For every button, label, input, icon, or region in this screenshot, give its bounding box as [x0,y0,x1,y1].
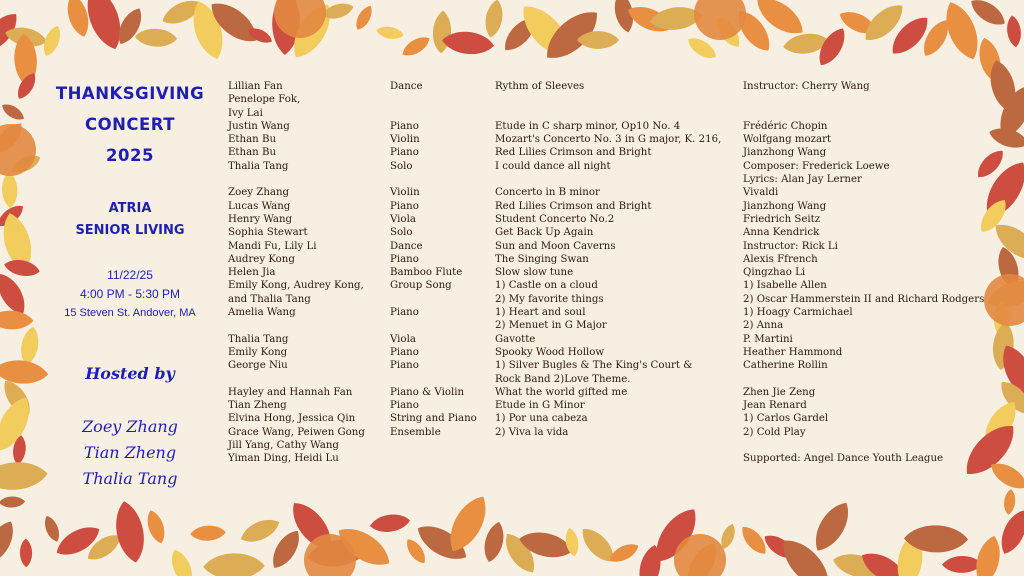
instrument-line: Violin [390,134,420,146]
credit-line: Jianzhong Wang [743,147,827,159]
piece-line: Student Concerto No.2 [495,213,615,225]
instrument-line [390,373,477,386]
credit-line: Jianzhong Wang [743,200,827,212]
piece-line: I could dance all night [495,160,611,172]
piece-line: Concerto in B minor [495,187,600,199]
instrument-line: Piano [390,253,419,265]
instrument-line: Piano [390,400,419,412]
credit-line: Jean Renard [743,400,807,412]
instrument-line [390,319,477,332]
piece-line: 1) Por una cabeza [495,413,588,425]
piece-line: Get Back Up Again [495,227,594,239]
performer-line: Elvina Hong, Jessica Qin [228,413,356,425]
piece-line: What the world gifted me [495,386,628,398]
instrument-line: Violin [390,187,420,199]
leaf-shape [111,499,149,565]
credit-line: 1) Carlos Gardel [743,413,829,425]
performer-line: Ivy Lai [228,107,263,119]
leaf-shape [0,310,34,330]
performer-line: Tian Zheng [228,400,287,412]
venue: ATRIA SENIOR LIVING [75,201,185,238]
piece-line: Mozart's Concerto No. 3 in G major, K. 216, [495,134,722,146]
instrument-line: String and Piano [390,413,477,425]
performer-line: Justin Wang [228,120,290,132]
credit-line: Anna Kendrick [743,227,820,239]
performer-line: Amelia Wang [228,307,296,319]
credit-line: 2) Anna [743,320,784,332]
instrument-line [390,439,477,452]
credit-line: Lyrics: Alan Jay Lerner [743,174,862,186]
instrument-line: Piano [390,346,419,358]
instrument-line: Bamboo Flute [390,267,463,279]
performer-line: Sophia Stewart [228,227,308,239]
performer-line [228,373,365,386]
credit-line: Alexis Ffrench [743,253,818,265]
pumpkin-shape [694,0,746,40]
instrument-line: Group Song [390,280,452,292]
performer-line: Henry Wang [228,213,293,225]
leaf-shape [971,533,1004,576]
leaf-shape [1003,489,1017,516]
piece-line: Rythm of Sleeves [495,81,585,92]
host-name: Thalia Tang [82,469,178,488]
instrument-line [390,173,477,186]
instrument-line: Piano [390,360,419,372]
credit-line: 1) Hoagy Carmichael [743,307,853,319]
performer-line: Emily Kong, Audrey Kong, [228,280,364,292]
instrument-line [390,93,477,106]
piece-line: Etude in G Minor [495,400,585,412]
leaf-shape [203,553,265,576]
piece-line [495,439,721,452]
performer-line: Hayley and Hannah Fan [228,386,353,398]
performer-line: Thalia Tang [228,333,289,345]
performer-line: Yiman Ding, Heidi Lu [228,453,339,465]
instrument-line: Dance [390,81,423,92]
credit-line [743,373,984,386]
credit-line: Supported: Angel Dance Youth League [743,453,944,465]
performer-line: Audrey Kong [228,253,295,265]
leaf-shape [237,514,282,547]
instruments-column [390,80,477,466]
leaf-shape [167,547,197,576]
instrument-line: Piano [390,120,419,132]
leaf-shape [1,172,18,209]
host-name: Zoey Zhang [82,417,178,436]
performer-line: Lucas Wang [228,200,291,212]
host-names [30,414,230,492]
instrument-line: Solo [390,160,413,172]
piece-line [495,107,721,120]
credit-line: Instructor: Rick Li [743,240,838,252]
credit-line: 2) Cold Play [743,426,806,438]
credit-line: Vivaldi [743,187,779,199]
piece-line: The Singing Swan [495,253,589,265]
piece-line: 2) My favorite things [495,293,604,305]
concert-date: 11/22/25 [107,268,153,282]
performer-line: Helen Jia [228,267,276,279]
performer-line: Jill Yang, Cathy Wang [228,440,339,452]
instrument-line: Piano [390,307,419,319]
leaf-shape [399,33,433,60]
leaf-shape [808,497,857,557]
piece-line: Slow slow tune [495,267,574,279]
instrument-line: Viola [390,213,416,225]
performer-line: George Niu [228,360,288,372]
instrument-line [390,452,477,465]
credit-line: Instructor: Cherry Wang [743,81,870,92]
performers-column [228,80,365,466]
concert-title: THANKSGIVING CONCERT 2025 [55,84,205,165]
credit-line: Composer: Frederick Loewe [743,160,890,172]
leaf-shape [369,512,411,534]
leaf-shape [41,514,62,544]
leaf-shape [20,538,33,567]
credit-line: Friedrich Seitz [743,213,821,225]
leaf-shape [1005,15,1022,48]
leaf-shape [995,506,1024,557]
date-time-address [30,266,230,323]
instrument-line [390,107,477,120]
performer-line: Mandi Fu, Lily Li [228,240,317,252]
leaf-shape [0,517,20,568]
leaf-shape [481,520,508,564]
leaf-shape [0,101,27,124]
performer-line: Zoey Zhang [228,187,290,199]
credit-line: Qingzhao Li [743,267,806,279]
instrument-line: Dance [390,240,423,252]
pieces-column [495,80,721,466]
instrument-line: Piano [390,147,419,159]
credit-line: Zhen Jie Zeng [743,386,816,398]
leaf-shape [18,325,41,366]
hosted-by-label: Hosted by [85,364,175,383]
credit-line: P. Martini [743,333,793,345]
performer-line [228,319,365,332]
piece-line: 1) Silver Bugles & The King's Court & [495,360,693,372]
instrument-line: Piano [390,200,419,212]
performer-line: Emily Kong [228,346,288,358]
performer-line: Penelope Fok, [228,94,301,106]
leaf-shape [352,3,375,32]
credit-line [743,107,984,120]
leaf-shape [134,28,177,48]
piece-line: Sun and Moon Caverns [495,240,616,252]
performer-line: Thalia Tang [228,160,289,172]
concert-time: 4:00 PM - 5:30 PM [79,287,181,301]
credit-line: 1) Isabelle Allen [743,280,827,292]
instrument-line: Viola [390,333,416,345]
credits-column [743,80,984,466]
instrument-line: Solo [390,227,413,239]
piece-line: Etude in C sharp minor, Op10 No. 4 [495,120,681,132]
piece-line [495,452,721,465]
pumpkin-shape [984,274,1024,326]
piece-line: Rock Band 2)Love Theme. [495,373,631,385]
leaf-shape [375,25,404,41]
credit-line [743,439,984,452]
piece-line: Gavotte [495,333,536,345]
leaf-shape [483,0,506,39]
instrument-line [390,293,477,306]
instrument-line: Piano & Violin [390,386,465,398]
performer-line: Ethan Bu [228,134,277,146]
credit-line: Heather Hammond [743,346,843,358]
credit-line: Catherine Rollin [743,360,828,372]
piece-line [495,173,721,186]
piece-line: Red Lilies Crimson and Bright [495,147,652,159]
performer-line: Grace Wang, Peiwen Gong [228,426,365,438]
credit-line: Wolfgang mozart [743,134,832,146]
performer-line: Ethan Bu [228,147,277,159]
leaf-shape [0,496,25,508]
piece-line [495,93,721,106]
credit-line [743,93,984,106]
credit-line: Frédéric Chopin [743,120,828,132]
leaf-shape [144,508,169,546]
host-name: Tian Zheng [83,443,177,462]
performer-line: Lillian Fan [228,81,283,92]
credit-line: 2) Oscar Hammerstein II and Richard Rodgers [743,293,985,305]
piece-line: 2) Viva la vida [495,426,569,438]
instrument-line: Ensemble [390,426,441,438]
leaf-shape [190,525,226,542]
piece-line: Spooky Wood Hollow [495,346,605,358]
leaf-shape [942,556,982,574]
concert-address: 15 Steven St. Andover, MA [64,307,196,319]
performer-line: and Thalia Tang [228,293,311,305]
performer-line [228,173,365,186]
piece-line: 1) Heart and soul [495,307,586,319]
piece-line: 1) Castle on a cloud [495,280,598,292]
piece-line: 2) Menuet in G Major [495,320,607,332]
piece-line: Red Lilies Crimson and Bright [495,200,652,212]
